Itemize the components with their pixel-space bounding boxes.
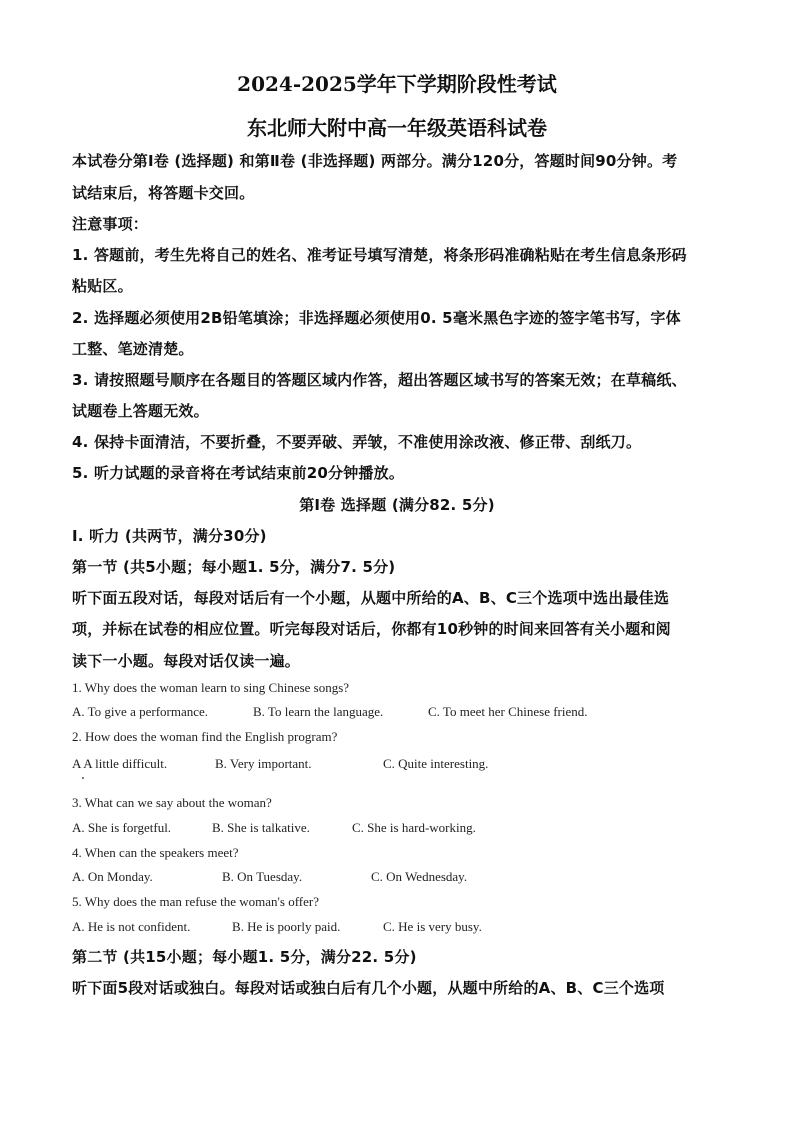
stray-dot [82, 777, 84, 779]
note-4: 4. 保持卡面清洁，不要折叠，不要弄破、弄皱，不准使用涂改液、修正带、刮纸刀。 [72, 433, 642, 451]
part-1-heading: 第Ⅰ卷 选择题 (满分82. 5分) [299, 496, 495, 514]
q3-option-c: C. She is hard-working. [352, 820, 476, 835]
note-1b: 粘贴区。 [72, 277, 133, 295]
q1-option-c: C. To meet her Chinese friend. [428, 704, 588, 719]
listening-heading: I. 听力 (共两节，满分30分) [72, 527, 267, 545]
note-3b: 试题卷上答题无效。 [72, 402, 209, 420]
q3-option-a: A. She is forgetful. [72, 820, 172, 835]
note-5: 5. 听力试题的录音将在考试结束前20分钟播放。 [72, 464, 405, 482]
notes-heading: 注意事项： [72, 215, 149, 233]
exam-title: 2024-2025学年下学期阶段性考试 [237, 72, 557, 96]
q2-option-a: A A little difficult. [72, 756, 168, 771]
note-1a: 1. 答题前，考生先将自己的姓名、准考证号填写清楚，将条形码准确粘贴在考生信息条形码 [72, 246, 687, 264]
question-3: 3. What can we say about the woman? [72, 795, 272, 810]
note-2a: 2. 选择题必须使用2B铅笔填涂；非选择题必须使用0. 5毫米黑色字迹的签字笔书写，字体 [72, 309, 681, 327]
q2-option-c: C. Quite interesting. [383, 756, 489, 771]
question-1: 1. Why does the woman learn to sing Chinese songs? [72, 680, 350, 695]
q5-option-a: A. He is not confident. [72, 919, 191, 934]
exam-subtitle: 东北师大附中高一年级英语科试卷 [247, 116, 547, 140]
q5-option-b: B. He is poorly paid. [232, 919, 341, 934]
intro-line-2: 试结束后，将答题卡交回。 [72, 184, 255, 202]
q2-option-b: B. Very important. [215, 756, 312, 771]
q1-option-a: A. To give a performance. [72, 704, 209, 719]
intro-line-1: 本试卷分第Ⅰ卷 (选择题) 和第Ⅱ卷 (非选择题) 两部分。满分120分，答题时间90分钟。考 [72, 152, 678, 170]
section-1-instructions-1: 听下面五段对话，每段对话后有一个小题，从题中所给的A、B、C三个选项中选出最佳选 [72, 589, 670, 607]
section-1-heading: 第一节 (共5小题；每小题1. 5分，满分7. 5分) [72, 558, 396, 576]
question-5: 5. Why does the man refuse the woman's offer? [72, 894, 319, 909]
section-1-instructions-3: 读下一小题。每段对话仅读一遍。 [72, 652, 301, 670]
section-1-instructions-2: 项，并标在试卷的相应位置。听完每段对话后，你都有10秒钟的时间来回答有关小题和阅 [72, 620, 671, 638]
note-2b: 工整、笔迹清楚。 [72, 340, 194, 358]
q4-option-c: C. On Wednesday. [371, 869, 468, 884]
section-2-instructions-1: 听下面5段对话或独白。每段对话或独白后有几个小题，从题中所给的A、B、C三个选项 [72, 979, 665, 997]
q1-option-b: B. To learn the language. [253, 704, 384, 719]
q5-option-c: C. He is very busy. [383, 919, 482, 934]
q4-option-b: B. On Tuesday. [222, 869, 303, 884]
question-4: 4. When can the speakers meet? [72, 845, 239, 860]
question-2: 2. How does the woman find the English program? [72, 729, 338, 744]
q4-option-a: A. On Monday. [72, 869, 153, 884]
note-3a: 3. 请按照题号顺序在各题目的答题区域内作答，超出答题区域书写的答案无效；在草稿纸、 [72, 371, 687, 389]
section-2-heading: 第二节 (共15小题；每小题1. 5分，满分22. 5分) [72, 948, 417, 966]
q3-option-b: B. She is talkative. [212, 820, 310, 835]
